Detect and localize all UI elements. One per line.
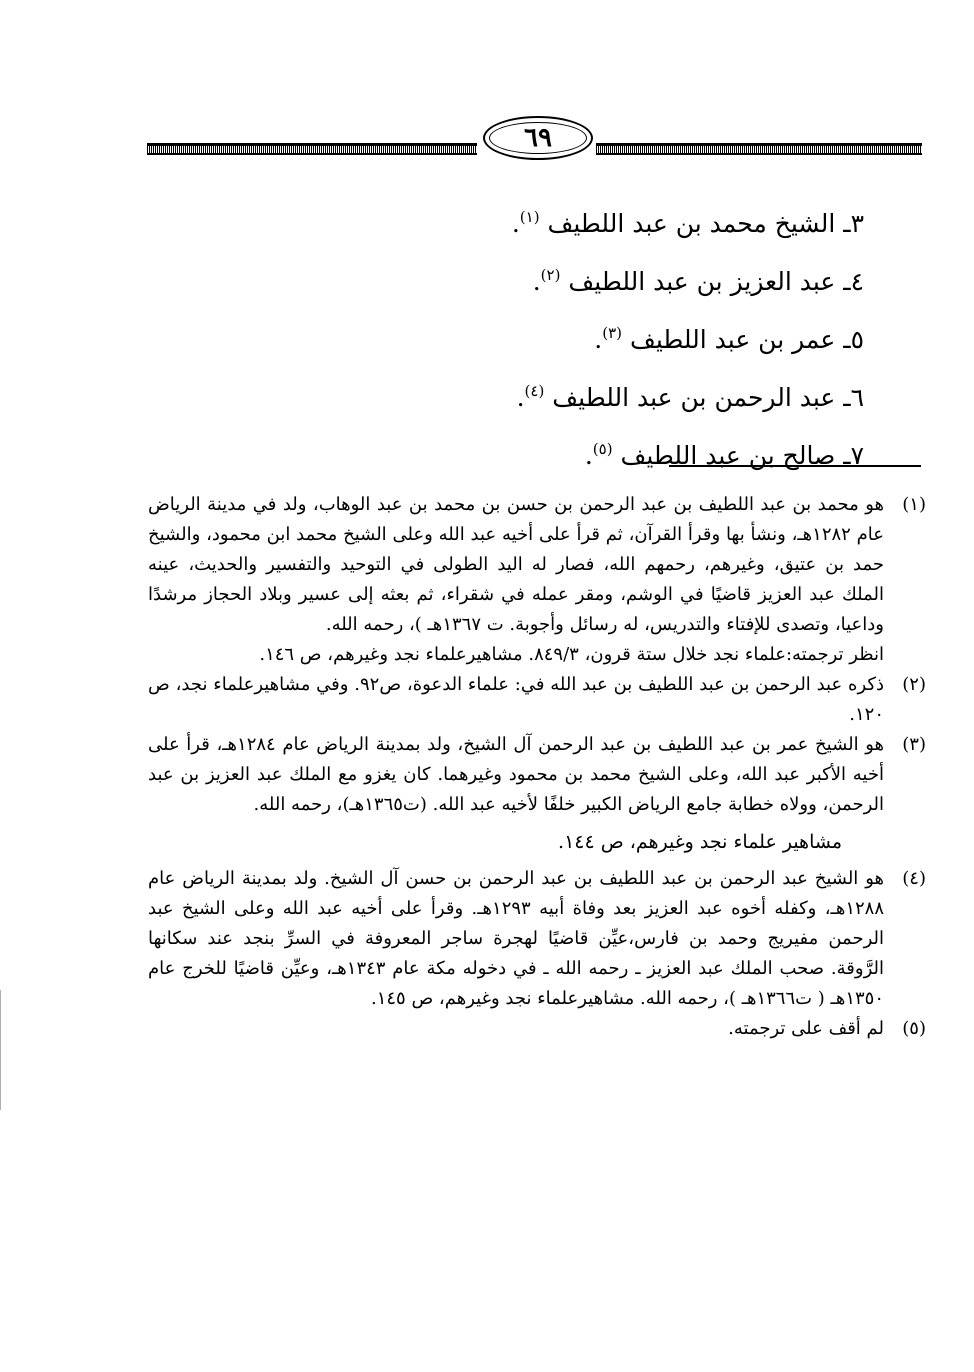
footnote-text: لم أقف على ترجمته. [728,1018,884,1039]
list-item-text: ٤ـ عبد العزيز بن عبد اللطيف [568,267,864,296]
end-mark: . [511,209,520,238]
header-rule-right [596,143,922,155]
list-item-text: ٧ـ صالح بن عبد اللطيف [620,441,864,470]
list-item [304,188,864,246]
footnote-5 [148,1014,926,1044]
list-item [304,362,864,420]
footnote-number: (٢) [902,674,926,695]
footnote-number: (٤) [902,868,926,889]
footnote-number: (١) [902,494,926,515]
footnote-ref[interactable]: (٤) [524,382,545,400]
end-mark: . [594,325,603,354]
list-item [304,420,864,478]
footnote-separator [669,465,921,467]
footnote-ref[interactable]: (٥) [592,440,613,458]
end-mark: . [516,383,525,412]
page-number: ٦٩ [524,123,552,153]
footnote-reference: انظر ترجمته:علماء نجد خلال ستة قرون، ٨٤٩/٣. مشاهيرعلماء نجد وغيرهم، ص ١٤٦. [259,644,884,665]
footnote-ref[interactable]: (١) [519,208,540,226]
footnote-2 [148,670,926,730]
names-list [304,188,864,478]
list-item [304,246,864,304]
list-item [304,304,864,362]
header-rule-left [147,143,477,155]
list-item-text: ٦ـ عبد الرحمن بن عبد اللطيف [552,383,864,412]
end-mark: . [584,441,593,470]
footnote-text: هو محمد بن عبد اللطيف بن عبد الرحمن بن حسن بن محمد بن عبد الوهاب، ولد في مدينة الرياض عام ١٢٨٢هـ، ونشأ بها وقرأ القرآن، ثم قرأ على أخيه عبد الله وعلى الشيخ محمد ابن محمود، والشيخ حمد بن عتيق، وغيرهم، رحمهم الله، فصار له اليد الطولى في التوحيد والتفسير والحديث، عينه الملك عبد العزيز قاضيًا في الوشم، ومقر عمله في شقراء، ثم بعثه إلى عسير وبلاد الحجاز مرشدًا وداعيا، وتصدى للإفتاء والتدريس، له رسائل وأجوبة. ت ١٣٦٧هـ )، رحمه الله. [148,494,884,635]
end-mark: . [532,267,541,296]
footnote-number: (٣) [902,734,926,755]
footnote-number: (٥) [902,1018,926,1039]
footnote-4 [148,864,926,1014]
list-item-text: ٥ـ عمر بن عبد اللطيف [629,325,864,354]
page-number-ornament [483,116,593,160]
footnotes [148,490,926,1044]
footnote-3 [148,730,926,820]
footnote-reference: مشاهير علماء نجد وغيرهم، ص ١٤٤. [558,831,842,853]
footnote-text: ذكره عبد الرحمن بن عبد اللطيف بن عبد الله في: علماء الدعوة، ص٩٢. وفي مشاهيرعلماء نجد، ص ١٢٠. [148,674,884,725]
footnote-text: هو الشيخ عمر بن عبد اللطيف بن عبد الرحمن آل الشيخ، ولد بمدينة الرياض عام ١٢٨٤هـ، قرأ على أخيه الأكبر عبد الله، وعلى الشيخ محمد بن محمود وغيرهما. كان يغزو مع الملك عبد العزيز بن عبد الرحمن، وولاه خطابة جامع الرياض الكبير خلفًا لأخيه عبد الله. (ت١٣٦٥هـ)، رحمه الله. [148,734,885,815]
footnote-1 [148,490,926,640]
footnote-text: هو الشيخ عبد الرحمن بن عبد اللطيف بن عبد الرحمن بن حسن آل الشيخ. ولد بمدينة الرياض عام ١٢٨٨هـ، وكفله أخوه عبد العزيز بعد وفاة أبيه ١٢٩٣هـ. وقرأ على أخيه عبد الله وعلى الشيخ عبد الرحمن مفيريج وحمد بن فارس،عيِّن قاضيًا لهجرة ساجر المعروفة في السرِّ بنجد عند سكانها الرَّوقة. صحب الملك عبد العزيز ـ رحمه الله ـ في دخوله مكة عام ١٣٤٣هـ، وعيِّن قاضيًا للخرج عام ١٣٥٠هـ ( ت١٣٦٦هـ )، رحمه الله. مشاهيرعلماء نجد وغيرهم، ص ١٤٥. [148,868,885,1009]
scan-edge-line [0,990,1,1110]
list-item-text: ٣ـ الشيخ محمد بن عبد اللطيف [547,209,864,238]
footnote-ref[interactable]: (٣) [602,324,622,342]
footnote-ref[interactable]: (٢) [540,266,561,284]
